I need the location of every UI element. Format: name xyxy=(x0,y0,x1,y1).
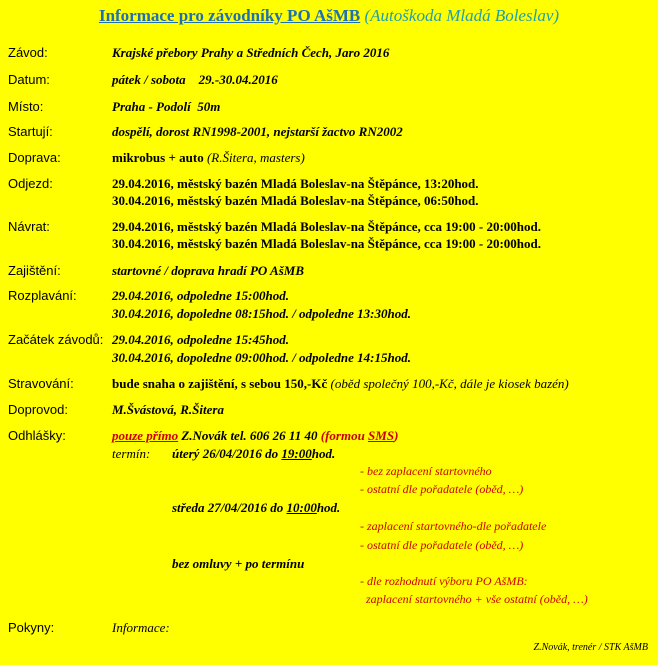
label-startuji: Startují: xyxy=(8,124,53,139)
label-datum: Datum: xyxy=(8,72,50,87)
termin-1 xyxy=(172,446,335,462)
value-zavod: Krajské přebory Prahy a Středních Čech, Jaro 2016 xyxy=(112,45,390,60)
title-subtitle: (Autoškoda Mladá Boleslav) xyxy=(364,6,560,25)
value-odjezd-2: 30.04.2016, městský bazén Mladá Boleslav-na Štěpánce, 06:50hod. xyxy=(112,193,479,208)
value-doprovod: M.Švástová, R.Šitera xyxy=(112,402,224,417)
termin-1-post: hod. xyxy=(311,446,336,461)
value-odjezd-1: 29.04.2016, městský bazén Mladá Boleslav-na Štěpánce, 13:20hod. xyxy=(112,176,479,191)
stravovani-note: (oběd společný 100,-Kč, dále je kiosek bazén) xyxy=(330,376,569,391)
value-zajisteni: startovné / doprava hradí PO AšMB xyxy=(112,263,305,278)
odhlasky-pouze: pouze přímo xyxy=(112,428,179,443)
stravovani-main: bude snaha o zajištění, s sebou 150,-Kč xyxy=(112,376,328,391)
odhlasky-sms: SMS xyxy=(368,428,395,443)
termin-2-note-2: - ostatní dle pořadatele (oběd, …) xyxy=(360,538,524,552)
doprava-main: mikrobus + auto xyxy=(112,150,204,165)
label-zavod: Závod: xyxy=(8,45,48,60)
termin-1-time: 19:00 xyxy=(281,446,312,461)
value-rozplavani-2: 30.04.2016, dopoledne 08:15hod. / odpoledne 13:30hod. xyxy=(112,306,411,321)
label-odhlasky: Odhlášky: xyxy=(8,428,66,443)
label-misto: Místo: xyxy=(8,99,44,114)
termin-1-note-2: - ostatní dle pořadatele (oběd, …) xyxy=(360,482,524,496)
termin-3-note-2: zaplacení startovného + vše ostatní (oběd, …) xyxy=(360,592,588,606)
label-zacatek: Začátek závodů: xyxy=(8,332,104,347)
value-misto: Praha - Podolí 50m xyxy=(112,99,221,114)
value-odhlasky xyxy=(112,428,398,444)
footer-signature: Z.Novák, trenér / STK AšMB xyxy=(533,642,648,653)
termin-2 xyxy=(172,500,340,516)
termin-1-pre: úterý 26/04/2016 do xyxy=(172,446,279,461)
value-rozplavani-1: 29.04.2016, odpoledne 15:00hod. xyxy=(112,288,289,303)
value-zacatek-1: 29.04.2016, odpoledne 15:45hod. xyxy=(112,332,289,347)
odhlasky-contact: Z.Novák tel. 606 26 11 40 xyxy=(181,428,318,443)
value-startuji: dospělí, dorost RN1998-2001, nejstarší žactvo RN2002 xyxy=(112,124,403,139)
termin-2-time: 10:00 xyxy=(286,500,317,515)
label-odjezd: Odjezd: xyxy=(8,176,53,191)
doprava-note: (R.Šitera, masters) xyxy=(206,150,305,165)
document-title xyxy=(0,6,658,26)
value-navrat-2: 30.04.2016, městský bazén Mladá Boleslav-na Štěpánce, cca 19:00 - 20:00hod. xyxy=(112,236,541,251)
label-zajisteni: Zajištění: xyxy=(8,263,61,278)
label-navrat: Návrat: xyxy=(8,219,50,234)
label-rozplavani: Rozplavání: xyxy=(8,288,77,303)
value-zacatek-2: 30.04.2016, dopoledne 09:00hod. / odpoledne 14:15hod. xyxy=(112,350,411,365)
label-doprovod: Doprovod: xyxy=(8,402,68,417)
value-stravovani xyxy=(112,376,569,392)
label-doprava: Doprava: xyxy=(8,150,61,165)
value-datum: pátek / sobota 29.-30.04.2016 xyxy=(112,72,278,87)
termin-1-note-1: - bez zaplacení startovného xyxy=(360,464,492,478)
value-pokyny: Informace: xyxy=(112,620,170,635)
label-stravovani: Stravování: xyxy=(8,376,74,391)
termin-2-pre: středa 27/04/2016 do xyxy=(172,500,284,515)
termin-3: bez omluvy + po termínu xyxy=(172,556,305,571)
odhlasky-formou-close: ) xyxy=(394,428,399,443)
termin-2-note-1: - zaplacení startovného-dle pořadatele xyxy=(360,519,547,533)
odhlasky-formou: (formou xyxy=(320,428,365,443)
value-navrat-1: 29.04.2016, městský bazén Mladá Boleslav-na Štěpánce, cca 19:00 - 20:00hod. xyxy=(112,219,541,234)
label-pokyny: Pokyny: xyxy=(8,620,55,635)
termin-label: termín: xyxy=(112,446,151,461)
termin-2-post: hod. xyxy=(316,500,341,515)
termin-3-note-1: - dle rozhodnutí výboru PO AšMB: xyxy=(360,574,528,588)
title-main: Informace pro závodníky PO AšMB xyxy=(98,6,361,25)
value-doprava xyxy=(112,150,305,166)
